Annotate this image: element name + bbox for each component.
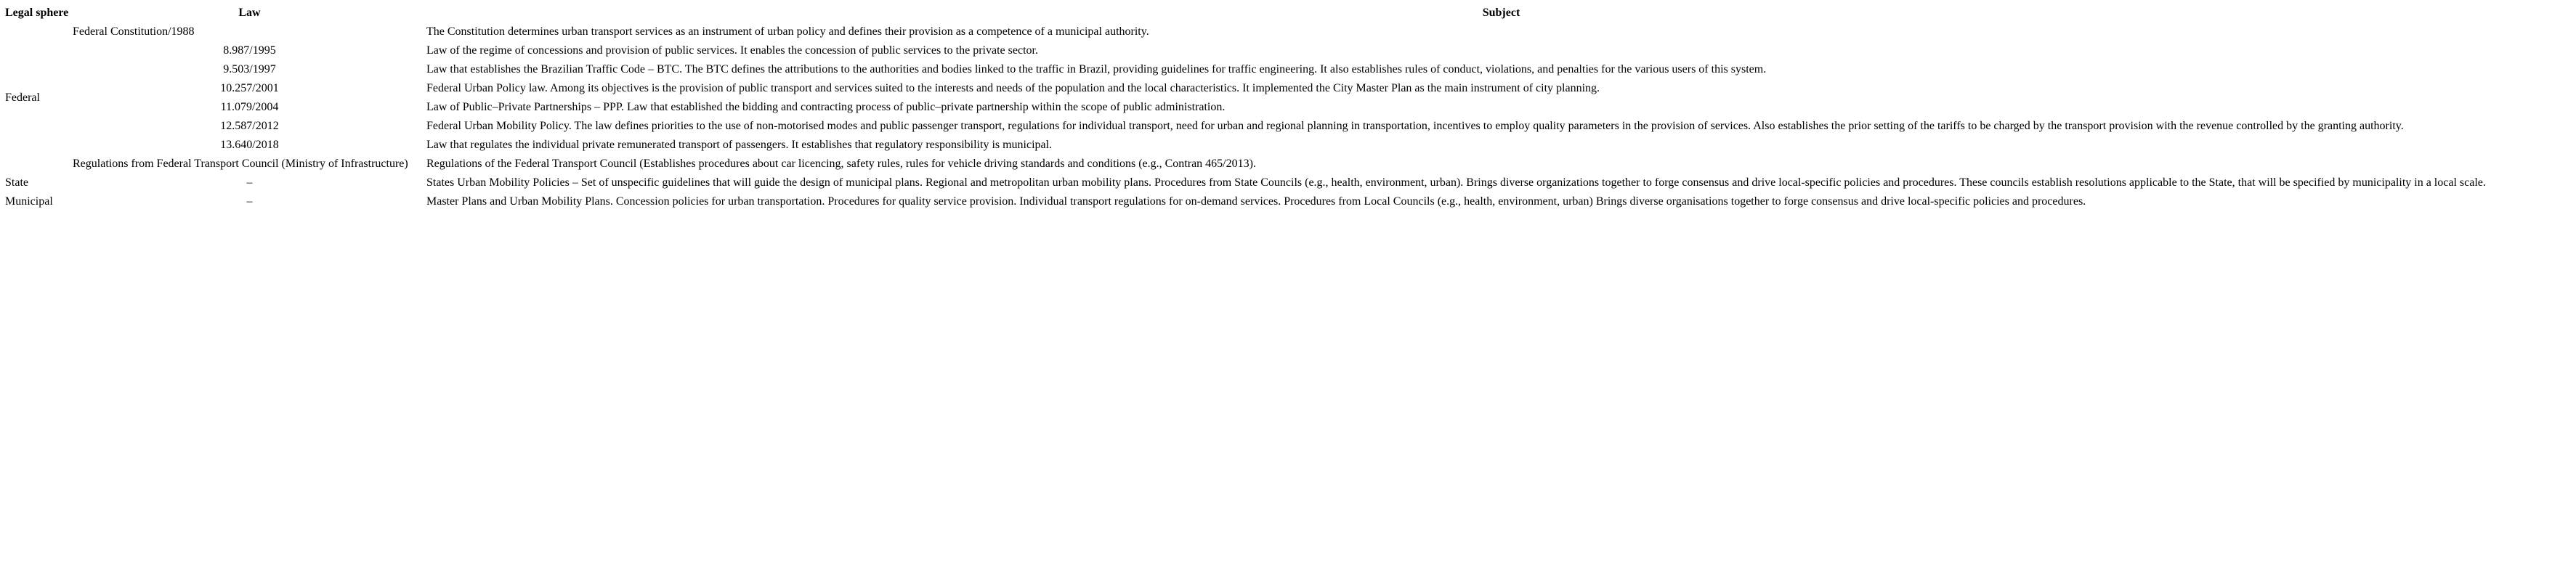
law-cell: 10.257/2001	[220, 82, 279, 94]
law-cell: –	[246, 195, 253, 208]
sphere-state: State	[5, 176, 28, 189]
header-law: Law	[238, 7, 261, 19]
subject-cell: Federal Urban Mobility Policy. The law defines priorities to the use of non-motorised modes and public passenger transport, regulations for individual transport, need for urban and regional planning in transportation, incentives to employ quality parameters in the provision of services. Also establishes the prior setting of the tariffs to be charged by the transport provision with the revenue controlled by the granting authority.	[426, 120, 2404, 132]
subject-cell: Law of the regime of concessions and provision of public services. It enables the concession of public services to the private sector.	[426, 44, 1038, 57]
table-row-law-12587	[0, 117, 2576, 136]
subject-cell: Regulations of the Federal Transport Council (Establishes procedures about car licencing, safety rules, rules for vehicle driving standards and conditions (e.g., Contran 465/2013).	[426, 158, 1256, 170]
law-cell: 13.640/2018	[220, 139, 279, 151]
subject-cell: States Urban Mobility Policies – Set of unspecific guidelines that will guide the design of municipal plans. Regional and metropolitan urban mobility plans. Procedures from State Councils (e.g., health, environment, urban). Brings diverse organizations together to forge consensus and drive local-specific policies and procedures. These councils establish resolutions applicable to the State, that will be specified by municipality in a local scale.	[426, 176, 2486, 189]
table-row-law-10257	[0, 79, 2576, 98]
sphere-municipal: Municipal	[5, 195, 53, 208]
law-cell: 8.987/1995	[223, 44, 276, 57]
subject-cell: Law of Public–Private Partnerships – PPP. Law that established the bidding and contracting process of public–private partnership within the scope of public administration.	[426, 101, 1226, 113]
subject-cell: The Constitution determines urban transport services as an instrument of urban policy and defines their provision as a competence of a municipal authority.	[426, 25, 1149, 38]
table-row-municipal	[0, 192, 2576, 211]
subject-cell: Law that regulates the individual private remunerated transport of passengers. It establishes that regulatory responsibility is municipal.	[426, 139, 1053, 151]
table-row-federal-transport-council	[0, 155, 2576, 173]
table-row-law-9503	[0, 60, 2576, 79]
table-row-law-13640	[0, 136, 2576, 155]
table-row-law-11079	[0, 98, 2576, 117]
sphere-federal: Federal	[5, 91, 40, 104]
subject-cell: Law that establishes the Brazilian Traffic Code – BTC. The BTC defines the attributions to the authorities and bodies linked to the traffic in Brazil, providing guidelines for traffic engineering. It also establishes rules of conduct, violations, and penalties for the various users of this system.	[426, 63, 1767, 75]
law-cell: 11.079/2004	[220, 101, 279, 113]
law-cell: Regulations from Federal Transport Council (Ministry of Infrastructure)	[73, 158, 408, 170]
table-row-federal-constitution	[0, 23, 2576, 41]
header-legal-sphere: Legal sphere	[5, 7, 69, 19]
subject-cell: Master Plans and Urban Mobility Plans. Concession policies for urban transportation. Procedures for quality service provision. Individual transport regulations for on-demand services. Procedures from Local Councils (e.g., health, environment, urban) Brings diverse organisations together to forge consensus and drive local-specific policies and procedures.	[426, 195, 2086, 208]
law-cell: Federal Constitution/1988	[73, 25, 195, 38]
subject-cell: Federal Urban Policy law. Among its objectives is the provision of public transport and services suited to the interests and needs of the population and the local characteristics. It implemented the City Master Plan as the main instrument of city planning.	[426, 82, 1600, 94]
table-header-row	[0, 4, 2576, 23]
header-subject: Subject	[1482, 7, 1520, 19]
legislation-table	[0, 4, 2576, 211]
law-cell: 9.503/1997	[223, 63, 276, 75]
law-cell: 12.587/2012	[220, 120, 279, 132]
table-row-law-8987	[0, 41, 2576, 60]
table-row-state	[0, 173, 2576, 192]
law-cell: –	[246, 176, 253, 189]
